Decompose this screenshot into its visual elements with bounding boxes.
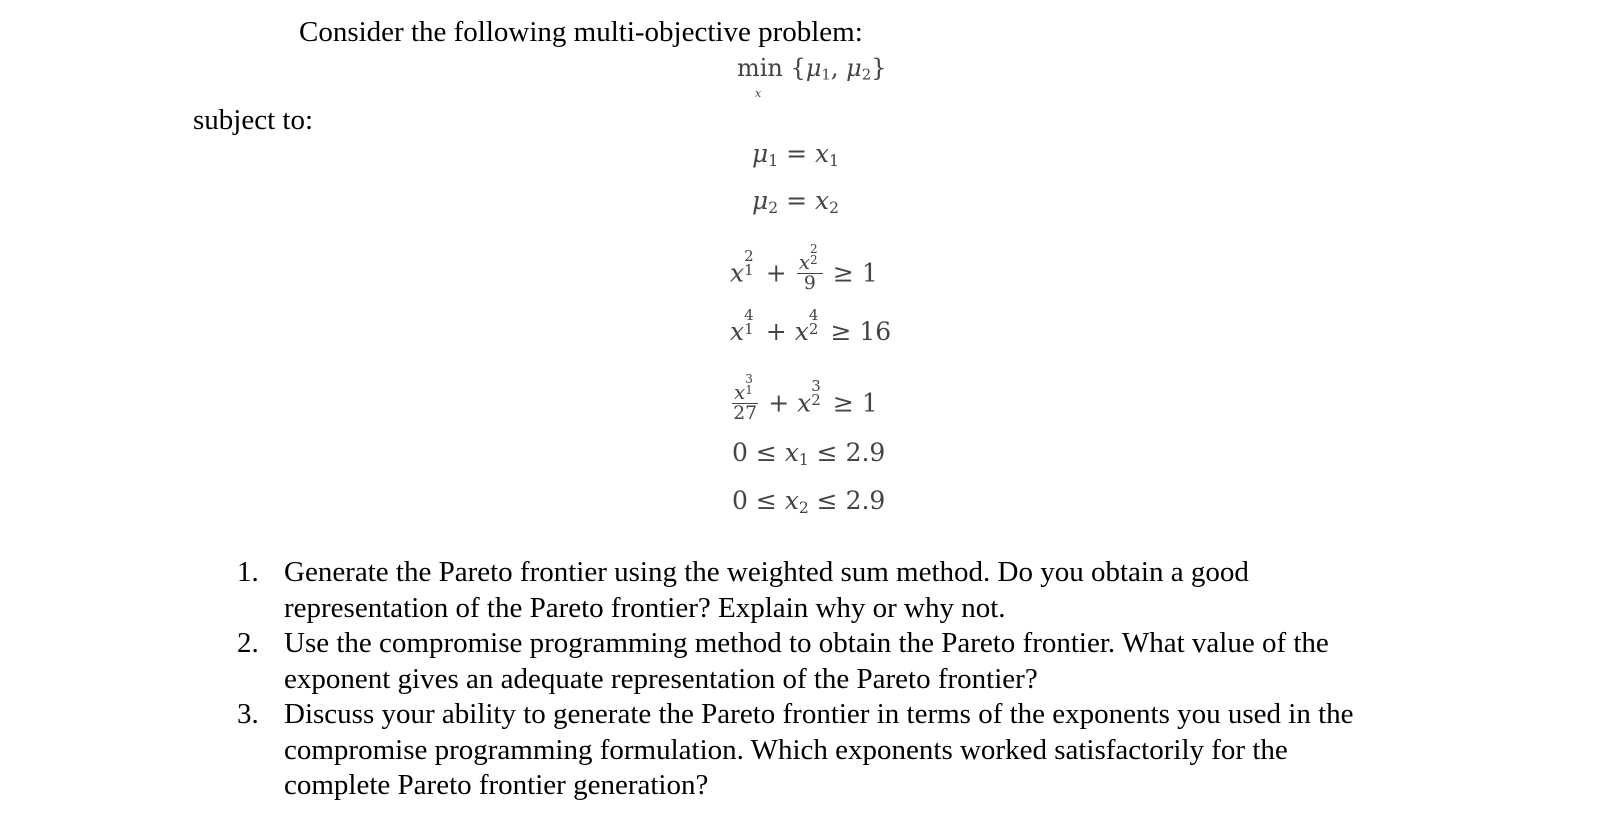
problem-intro: Consider the following multi-objective problem: — [299, 16, 863, 48]
question-text: Generate the Pareto frontier using the weighted sum method. Do you obtain a good representation of the Pareto frontier? Explain why or why not. — [284, 556, 1249, 624]
objective-function: $\min \{\mu_1$, $\mu_2$} x — [737, 54, 887, 100]
min-operator: min — [737, 54, 783, 82]
list-item: 1. Generate the Pareto frontier using the weighted sum method. Do you obtain a good representation of the Pareto frontier? Explain why or why not. — [237, 555, 1387, 626]
list-item: 3. Discuss your ability to generate the Pareto frontier in terms of the exponents you used in the compromise programming formulation. Which exponents worked satisfactorily for the complete Pareto frontier generation? — [237, 697, 1387, 804]
bound-x2: $0 \le x_2 \le 2.9$ — [732, 486, 886, 517]
question-text: Discuss your ability to generate the Pareto frontier in terms of the exponents you used in the compromise programming formulation. Which exponents worked satisfactorily for the complete Pareto frontier generation? — [284, 698, 1354, 801]
min-subscript: x — [755, 87, 762, 100]
constraint-ellipse: x 2 1 + x 2 2 9 ≥ 1 — [730, 242, 878, 294]
constraint-mu1: $\mu_1 = x_1$ — [752, 139, 839, 170]
bound-x1: $0 \le x_1 \le 2.9$ — [732, 438, 886, 469]
fraction: x 3 1 27 — [733, 372, 758, 424]
question-text: Use the compromise programming method to obtain the Pareto frontier. What value of the exponent gives an adequate representation of the Pareto frontier? — [284, 627, 1329, 695]
constraint-mu2: $\mu_2 = x_2$ — [752, 186, 839, 217]
subject-to-label: subject to: — [193, 104, 314, 136]
question-list — [237, 555, 1387, 804]
constraint-cubic: x 3 1 27 + x 3 2 ≥ 1 — [733, 372, 878, 424]
fraction: x 2 2 9 — [797, 249, 823, 295]
list-item: 2. Use the compromise programming method to obtain the Pareto frontier. What value of the exponent gives an adequate representation of the Pareto frontier? — [237, 626, 1387, 697]
constraint-quartic: x 4 1 + x 4 2 ≥ 16 — [730, 305, 892, 346]
